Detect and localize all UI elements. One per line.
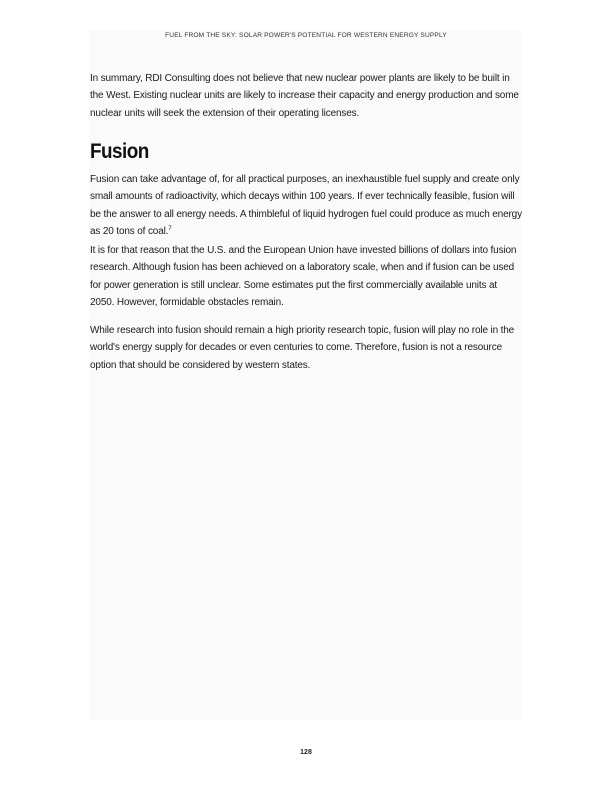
footnote-marker[interactable]: 7: [168, 225, 172, 232]
section-heading-fusion: Fusion: [90, 140, 149, 163]
fusion-paragraph-2: It is for that reason that the U.S. and the European Union have invested billions of dollars into fusion research. Although fusion has been achieved on a laboratory scale, when and if fusion can be used for power generation is still unclear. Some estimates put the first commercially available units at 2050. However, formidable obstacles remain.: [90, 245, 517, 308]
fusion-paragraph-1-text: Fusion can take advantage of, for all practical purposes, an inexhaustible fuel supply and create only small amounts of radioactivity, which decays within 100 years. If ever technically feasible, fusion will be the answer to all energy needs. A thimbleful of liquid hydrogen fuel could produce as much energy as 20 tons of coal.: [90, 174, 522, 237]
intro-paragraph: In summary, RDI Consulting does not believe that new nuclear power plants are likely to be built in the West. Existing nuclear units are likely to increase their capacity and energy production and some nuclear units will seek the extension of their operating licenses.: [90, 73, 519, 119]
fusion-paragraph-3: While research into fusion should remain a high priority research topic, fusion will play no role in the world's energy supply for decades or even centuries to come. Therefore, fusion is not a resource option that should be considered by western states.: [90, 325, 515, 371]
content-panel: [89, 30, 521, 720]
running-header: FUEL FROM THE SKY: SOLAR POWER'S POTENTIAL FOR WESTERN ENERGY SUPPLY: [165, 32, 447, 39]
page-number: 128: [300, 749, 312, 756]
fusion-paragraph-1: [90, 171, 522, 240]
